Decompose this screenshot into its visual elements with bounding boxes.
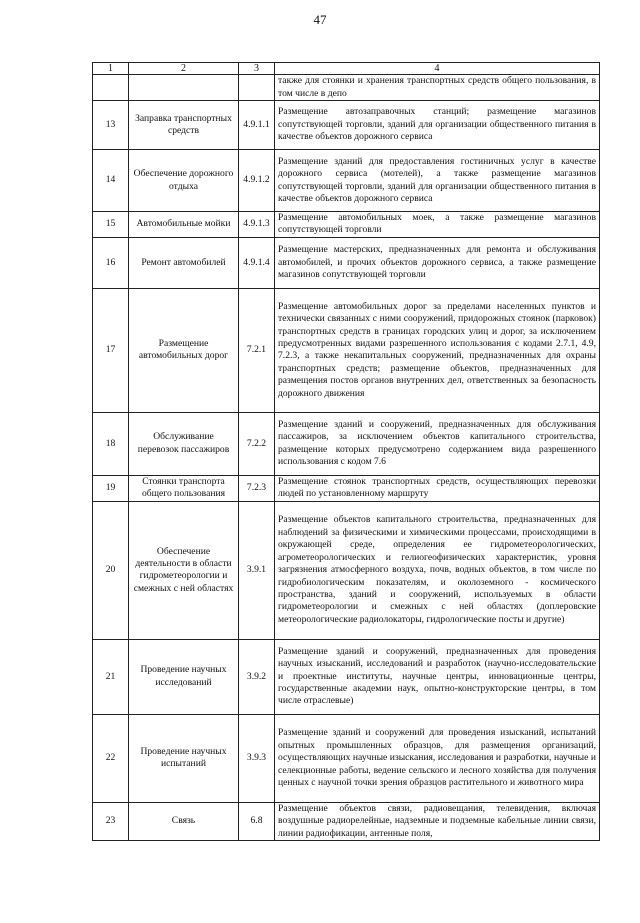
table-row <box>93 501 600 639</box>
row-name: Размещение автомобильных дорог <box>129 288 239 412</box>
table-header <box>93 63 600 75</box>
header-col-2: 2 <box>129 63 239 75</box>
row-description: Размещение объектов связи, радиовещания, телевидения, включая воздушные радиорелейные, надземные и подземные кабельные линии связи, линии радиофикации, антенные поля, <box>275 802 600 840</box>
row-code: 3.9.3 <box>239 714 275 802</box>
land-use-table <box>92 62 600 841</box>
row-name: Обеспечение деятельности в области гидрометеорологии и смежных с ней областях <box>129 501 239 639</box>
row-number: 22 <box>93 714 129 802</box>
row-number: 20 <box>93 501 129 639</box>
row-code: 4.9.1.4 <box>239 237 275 288</box>
header-col-4: 4 <box>275 63 600 75</box>
header-col-1: 1 <box>93 63 129 75</box>
row-description: Размещение зданий и сооружений для проведения изысканий, испытаний опытных промышленных образцов, для размещения организаций, осуществляющих научные изыскания, исследования и разработки, научные и селекционные работы, ведение сельского и лесного хозяйства для получения ценных с научной точки зрения образцов растительного и животного мира <box>275 714 600 802</box>
row-number: 21 <box>93 639 129 714</box>
row-name: Обеспечение дорожного отдыха <box>129 150 239 212</box>
row-number: 17 <box>93 288 129 412</box>
row-number: 23 <box>93 802 129 840</box>
table-row <box>93 101 600 150</box>
row-code: 3.9.2 <box>239 639 275 714</box>
row-code: 3.9.1 <box>239 501 275 639</box>
table-row <box>93 237 600 288</box>
row-number: 16 <box>93 237 129 288</box>
row-name: Ремонт автомобилей <box>129 237 239 288</box>
continuation-row <box>93 75 600 101</box>
row-name: Автомобильные мойки <box>129 212 239 238</box>
header-col-3: 3 <box>239 63 275 75</box>
page-number: 47 <box>313 12 327 27</box>
table-row <box>93 212 600 238</box>
row-code: 6.8 <box>239 802 275 840</box>
row-description: Размещение объектов капитального строительства, предназначенных для наблюдений за физическими и химическими процессами, происходящими в окружающей среде, определения ее гидрометеорологических, агрометеорологических и гелиогеофизических характеристик, уровня загрязнения атмосферного воздуха, почв, водных объектов, в том числе по гидробиологическим показателям, и околоземного - космического пространства, зданий и сооружений, используемых в области гидрометеорологии и смежных с ней областях (доплеровские метеорологические радиолокаторы, гидрологические посты и другие) <box>275 501 600 639</box>
row-code: 4.9.1.2 <box>239 150 275 212</box>
row-name: Заправка транспортных средств <box>129 101 239 150</box>
table-row <box>93 639 600 714</box>
row-description: Размещение зданий и сооружений, предназначенных для обслуживания пассажиров, за исключением объектов капитального строительства, размещение которых предусмотрено содержанием вида разрешенного использования с кодом 7.6 <box>275 412 600 475</box>
row-name: Обслуживание перевозок пассажиров <box>129 412 239 475</box>
row-description: Размещение автозаправочных станций; размещение магазинов сопутствующей торговли, зданий для организации общественного питания в качестве объектов дорожного сервиса <box>275 101 600 150</box>
row-number: 19 <box>93 475 129 501</box>
continuation-text: также для стоянки и хранения транспортных средств общего пользования, в том числе в депо <box>275 75 600 101</box>
row-number: 14 <box>93 150 129 212</box>
row-description: Размещение зданий для предоставления гостиничных услуг в качестве дорожного сервиса (мотелей), а также размещение магазинов сопутствующей торговли, зданий для организации общественного питания в качестве объектов дорожного сервиса <box>275 150 600 212</box>
row-code: 7.2.3 <box>239 475 275 501</box>
row-code: 4.9.1.3 <box>239 212 275 238</box>
row-description: Размещение зданий и сооружений, предназначенных для проведения научных изысканий, исследований и разработок (научно-исследовательские и проектные институты, научные центры, инновационные центры, государственные академии наук, опытно-конструкторские центры, в том числе отраслевые) <box>275 639 600 714</box>
table-row <box>93 412 600 475</box>
row-description: Размещение стоянок транспортных средств, осуществляющих перевозки людей по установленному маршруту <box>275 475 600 501</box>
row-number: 13 <box>93 101 129 150</box>
row-name: Проведение научных испытаний <box>129 714 239 802</box>
row-description: Размещение автомобильных дорог за пределами населенных пунктов и технически связанных с ними сооружений, придорожных стоянок (парковок) транспортных средств в границах городских улиц и дорог, за исключением предусмотренных видами разрешенного использования с кодами 2.7.1, 4.9, 7.2.3, а также некапитальных сооружений, предназначенных для охраны транспортных средств; размещение объектов, предназначенных для размещения постов органов внутренних дел, ответственных за безопасность дорожного движения <box>275 288 600 412</box>
row-description: Размещение мастерских, предназначенных для ремонта и обслуживания автомобилей, и прочих объектов дорожного сервиса, а также размещение магазинов сопутствующей торговли <box>275 237 600 288</box>
table-row <box>93 714 600 802</box>
table-row <box>93 802 600 840</box>
table-row <box>93 288 600 412</box>
row-number: 15 <box>93 212 129 238</box>
row-description: Размещение автомобильных моек, а также размещение магазинов сопутствующей торговли <box>275 212 600 238</box>
row-number: 18 <box>93 412 129 475</box>
row-name: Связь <box>129 802 239 840</box>
table-row <box>93 150 600 212</box>
row-name: Проведение научных исследований <box>129 639 239 714</box>
row-name: Стоянки транспорта общего пользования <box>129 475 239 501</box>
table-row <box>93 475 600 501</box>
row-code: 7.2.2 <box>239 412 275 475</box>
row-code: 4.9.1.1 <box>239 101 275 150</box>
row-code: 7.2.1 <box>239 288 275 412</box>
